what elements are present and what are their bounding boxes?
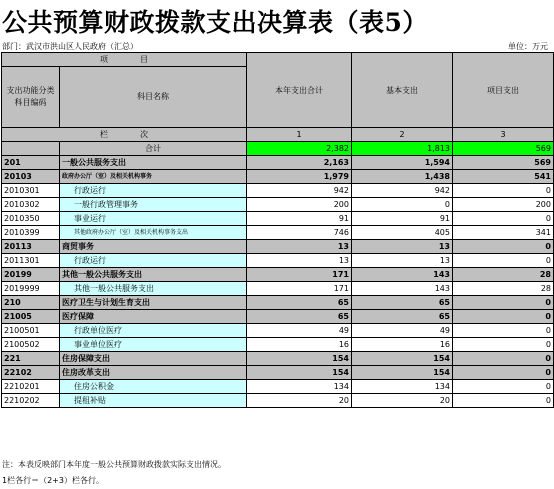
table-row [2, 394, 554, 408]
row-basic: 20 [352, 394, 453, 408]
table-row [2, 338, 554, 352]
row-code: 201 [2, 156, 60, 170]
header-item: 项 目 [2, 53, 247, 67]
row-name: 医疗保障 [60, 310, 247, 324]
table-row [2, 226, 554, 240]
row-project: 0 [453, 254, 554, 268]
row-code: 2010399 [2, 226, 60, 240]
row-name: 一般公共服务支出 [60, 156, 247, 170]
total-row [2, 142, 554, 156]
row-code: 210 [2, 296, 60, 310]
row-code: 2011301 [2, 254, 60, 268]
table-row [2, 310, 554, 324]
row-total: 65 [247, 296, 352, 310]
row-name: 行政单位医疗 [60, 324, 247, 338]
table-row [2, 184, 554, 198]
row-project: 0 [453, 324, 554, 338]
row-name: 住房公积金 [60, 380, 247, 394]
row-project: 541 [453, 170, 554, 184]
row-basic: 405 [352, 226, 453, 240]
row-basic: 942 [352, 184, 453, 198]
row-basic: 13 [352, 240, 453, 254]
footnote-2: 1栏各行＝（2+3）栏各行。 [2, 476, 104, 485]
row-total: 134 [247, 380, 352, 394]
table-row [2, 268, 554, 282]
total-basic: 1,813 [352, 142, 453, 156]
header-col-project: 项目支出 [453, 53, 554, 128]
header-col-no-1: 1 [247, 128, 352, 142]
row-name: 行政运行 [60, 184, 247, 198]
row-code: 22102 [2, 366, 60, 380]
row-total: 13 [247, 240, 352, 254]
row-code: 2010302 [2, 198, 60, 212]
row-name: 事业单位医疗 [60, 338, 247, 352]
total-label: 合计 [60, 142, 247, 156]
table-row [2, 254, 554, 268]
row-code: 20113 [2, 240, 60, 254]
footnote-1: 注：本表反映部门本年度一般公共预算财政拨款实际支出情况。 [2, 460, 226, 469]
row-project: 28 [453, 282, 554, 296]
total-project: 569 [453, 142, 554, 156]
row-project: 0 [453, 366, 554, 380]
header-name-label: 科目名称 [60, 67, 247, 128]
row-project: 0 [453, 296, 554, 310]
row-code: 2010301 [2, 184, 60, 198]
table-row [2, 240, 554, 254]
row-total: 154 [247, 352, 352, 366]
table-row [2, 156, 554, 170]
page-title: 公共预算财政拨款支出决算表（表5） [2, 8, 428, 37]
header-code-label: 支出功能分类科目编码 [2, 67, 60, 128]
unit-label: 单位：万元 [508, 42, 548, 51]
header-col-basic: 基本支出 [352, 53, 453, 128]
row-code: 2019999 [2, 282, 60, 296]
table-row [2, 198, 554, 212]
row-project: 0 [453, 240, 554, 254]
row-code: 20199 [2, 268, 60, 282]
row-project: 341 [453, 226, 554, 240]
row-name: 住房改革支出 [60, 366, 247, 380]
row-total: 942 [247, 184, 352, 198]
row-basic: 154 [352, 352, 453, 366]
row-name: 商贸事务 [60, 240, 247, 254]
row-name: 其他政府办公厅（室）及相关机构事务支出 [60, 226, 247, 240]
header-col-no-3: 3 [453, 128, 554, 142]
row-name: 一般行政管理事务 [60, 198, 247, 212]
row-name: 提租补贴 [60, 394, 247, 408]
table-row [2, 296, 554, 310]
row-total: 16 [247, 338, 352, 352]
table-row [2, 170, 554, 184]
table-row [2, 212, 554, 226]
row-code: 221 [2, 352, 60, 366]
row-name: 其他一般公共服务支出 [60, 282, 247, 296]
row-total: 13 [247, 254, 352, 268]
row-name: 医疗卫生与计划生育支出 [60, 296, 247, 310]
row-project: 28 [453, 268, 554, 282]
row-basic: 49 [352, 324, 453, 338]
department-label: 部门：武汉市洪山区人民政府（汇总） [2, 42, 138, 51]
row-total: 200 [247, 198, 352, 212]
row-total: 65 [247, 310, 352, 324]
row-basic: 143 [352, 282, 453, 296]
row-code: 21005 [2, 310, 60, 324]
row-name: 行政运行 [60, 254, 247, 268]
row-code: 2100501 [2, 324, 60, 338]
row-project: 0 [453, 212, 554, 226]
row-total: 91 [247, 212, 352, 226]
row-total: 20 [247, 394, 352, 408]
table-row [2, 380, 554, 394]
row-project: 569 [453, 156, 554, 170]
row-name: 住房保障支出 [60, 352, 247, 366]
header-col-total: 本年支出合计 [247, 53, 352, 128]
table-row [2, 324, 554, 338]
row-basic: 143 [352, 268, 453, 282]
row-total: 49 [247, 324, 352, 338]
row-project: 0 [453, 352, 554, 366]
row-name: 政府办公厅（室）及相关机构事务 [60, 170, 247, 184]
row-total: 1,979 [247, 170, 352, 184]
total-sum: 2,382 [247, 142, 352, 156]
row-basic: 1,438 [352, 170, 453, 184]
row-basic: 16 [352, 338, 453, 352]
header-lanci: 栏 次 [2, 128, 247, 142]
table-row [2, 366, 554, 380]
row-basic: 65 [352, 296, 453, 310]
row-basic: 134 [352, 380, 453, 394]
table-row [2, 282, 554, 296]
row-code: 2210202 [2, 394, 60, 408]
row-basic: 1,594 [352, 156, 453, 170]
row-project: 0 [453, 184, 554, 198]
row-basic: 154 [352, 366, 453, 380]
row-code: 2010350 [2, 212, 60, 226]
row-code: 2100502 [2, 338, 60, 352]
row-basic: 13 [352, 254, 453, 268]
row-project: 0 [453, 338, 554, 352]
row-code: 2210201 [2, 380, 60, 394]
row-total: 171 [247, 268, 352, 282]
row-total: 171 [247, 282, 352, 296]
row-project: 0 [453, 380, 554, 394]
row-name: 其他一般公共服务支出 [60, 268, 247, 282]
row-project: 0 [453, 394, 554, 408]
row-total: 2,163 [247, 156, 352, 170]
row-project: 0 [453, 310, 554, 324]
row-basic: 91 [352, 212, 453, 226]
row-total: 746 [247, 226, 352, 240]
row-total: 154 [247, 366, 352, 380]
row-project: 200 [453, 198, 554, 212]
budget-table [1, 52, 554, 408]
table-row [2, 352, 554, 366]
row-name: 事业运行 [60, 212, 247, 226]
row-basic: 65 [352, 310, 453, 324]
row-code: 20103 [2, 170, 60, 184]
row-basic: 0 [352, 198, 453, 212]
header-col-no-2: 2 [352, 128, 453, 142]
